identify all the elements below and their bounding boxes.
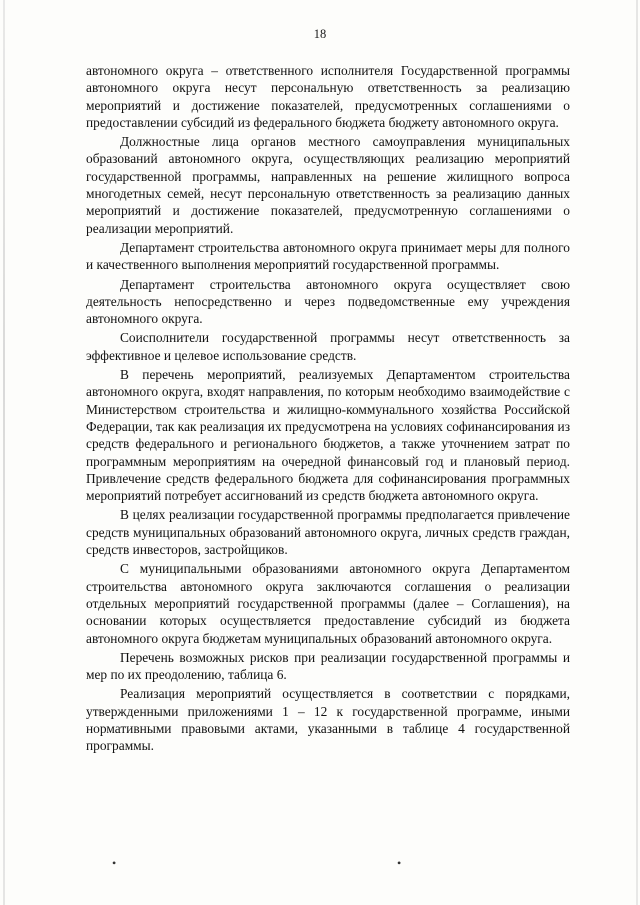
page-number: 18 — [313, 27, 327, 41]
bottom-mark-left: • — [112, 856, 117, 870]
bottom-mark-right: • — [397, 856, 402, 870]
scan-edge-left — [3, 0, 5, 905]
paragraph-8: С муниципальными образованиями автономного округа Департаментом строительства автономного округа заключаются соглашения о реализации отдельных мероприятий государственной программы (далее – Соглашения), на основании которых осуществляется предоставление субсидий из бюджета автономного округа бюджетам муниципальных образований автономного округа. — [86, 561, 570, 646]
paragraph-5: Соисполнители государственной программы несут ответственность за эффективное и целевое использование средств. — [86, 330, 570, 363]
scan-edge-right — [636, 0, 638, 905]
paragraph-4: Департамент строительства автономного округа осуществляет свою деятельность непосредственно и через подведомственные ему учреждения автономного округа. — [86, 276, 570, 327]
document-body — [86, 62, 570, 757]
paragraph-3: Департамент строительства автономного округа принимает меры для полного и качественного выполнения мероприятий государственной программы. — [86, 239, 570, 273]
paragraph-9: Перечень возможных рисков при реализации государственной программы и мер по их преодолению, таблица 6. — [86, 649, 570, 683]
paragraph-1: автономного округа – ответственного исполнителя Государственной программы автономного округа несут персональную ответственность за реализацию мероприятий и достижение показателей, предусмотренных соглашениями о предоставлении субсидий из федерального бюджета бюджету автономного округа. — [86, 63, 570, 130]
paragraph-2: Должностные лица органов местного самоуправления муниципальных образований автономного округа, осуществляющих реализацию мероприятий государственной программы, направленных на решение жилищного вопроса многодетных семей, несут персональную ответственность за реализацию данных мероприятий и достижение показателей, предусмотренную соглашениями о реализации мероприятий. — [86, 134, 570, 236]
paragraph-6: В перечень мероприятий, реализуемых Департаментом строительства автономного округа, входят направления, по которым необходимо взаимодействие с Министерством строительства и жилищно-коммунального хозяйства Российской Федерации, так как реализация их предусмотрена на условиях софинансирования из средств федерального и регионального бюджетов, а также уточнением затрат по программным мероприятиям на очередной финансовый год и плановый период. Привлечение средств федерального бюджета для софинансирования программных мероприятий потребует ассигнований из средств бюджета автономного округа. — [86, 367, 570, 504]
paragraph-10: Реализация мероприятий осуществляется в соответствии с порядками, утвержденными приложениями 1 – 12 к государственной программе, иными нормативными правовыми актами, указанными в таблице 4 государственной программы. — [86, 686, 570, 754]
paragraph-7: В целях реализации государственной программы предполагается привлечение средств муниципальных образований автономного округа, личных средств граждан, средств инвесторов, застройщиков. — [86, 507, 570, 558]
